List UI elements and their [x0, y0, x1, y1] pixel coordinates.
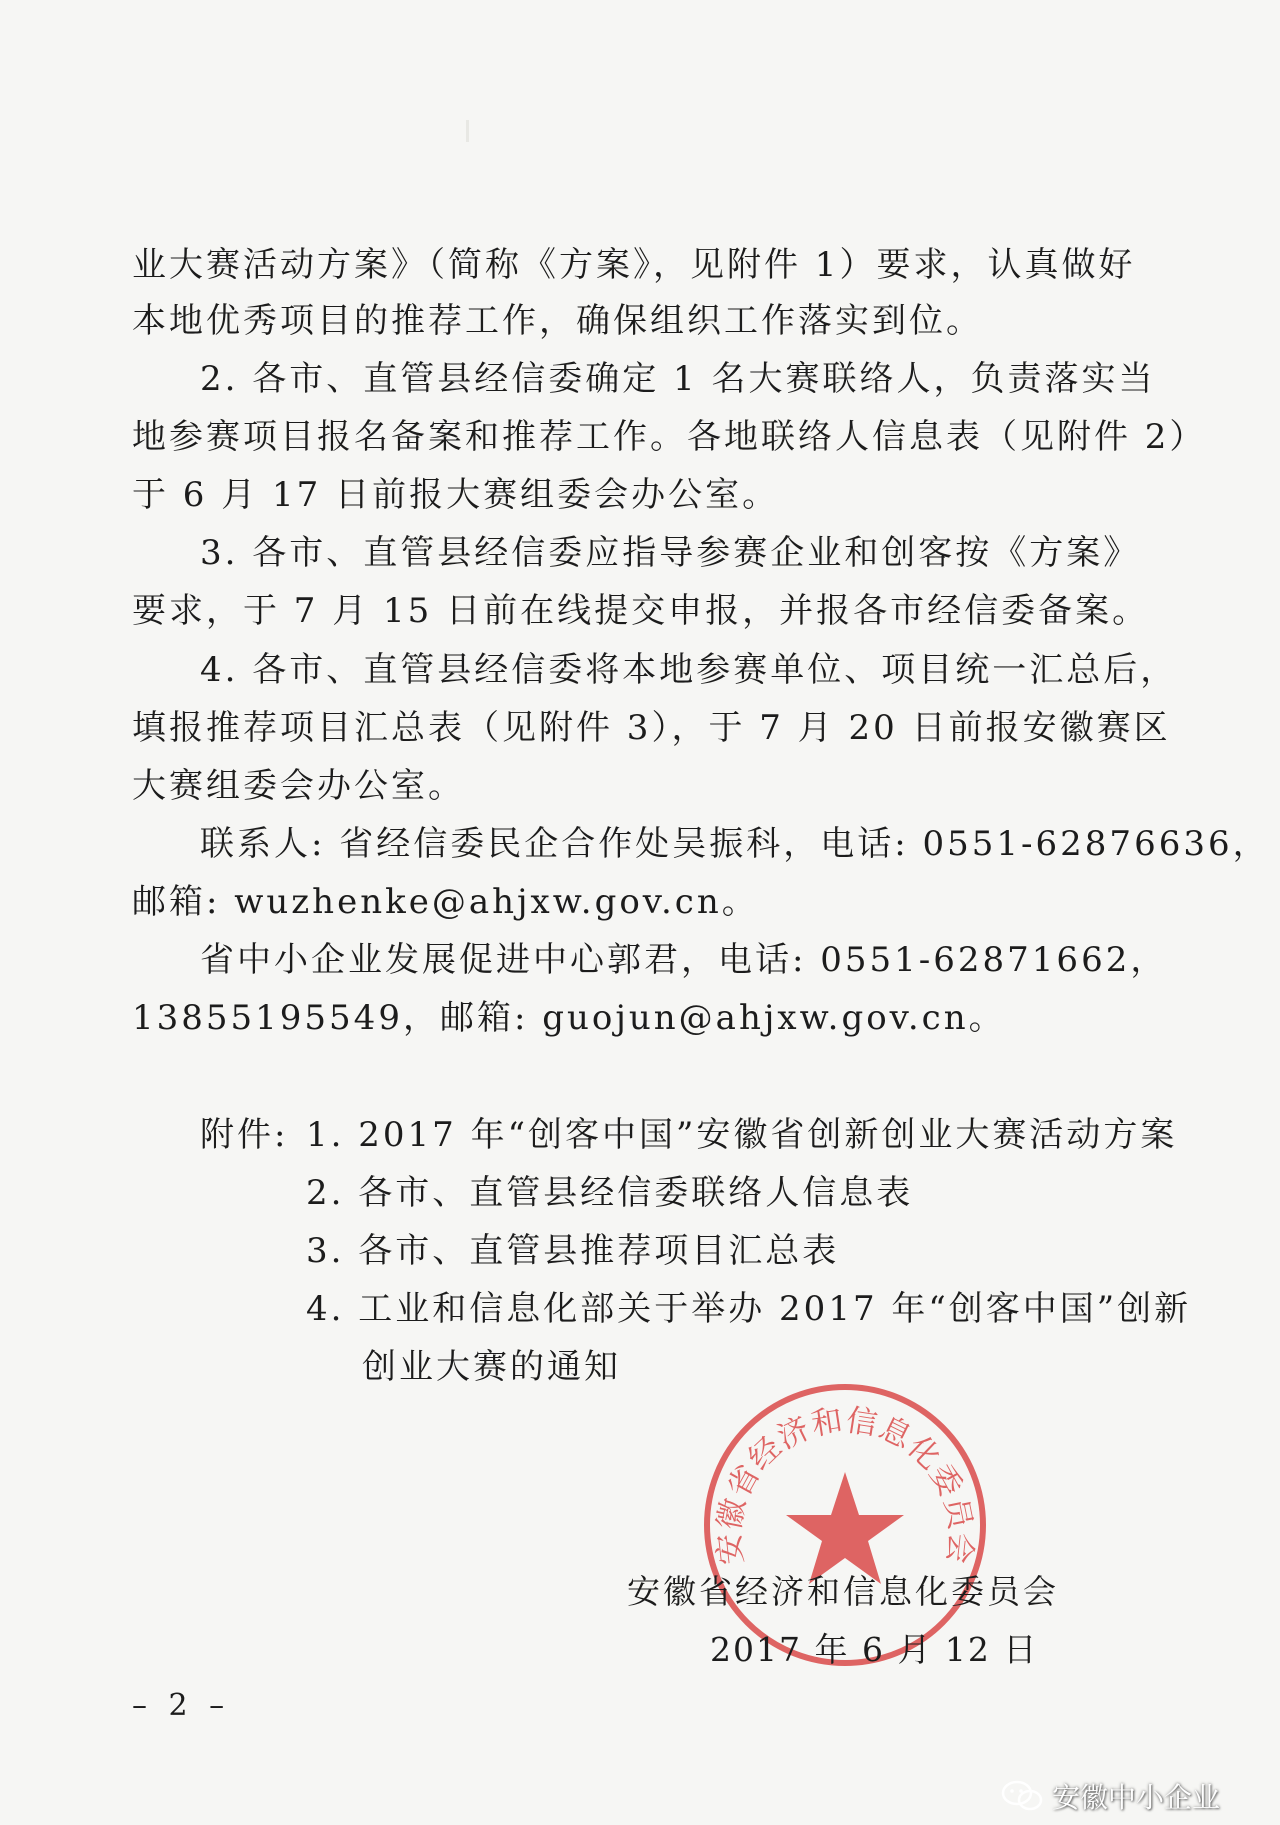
paragraph-line: 3. 各市、直管县经信委应指导参赛企业和创客按《方案》 [200, 533, 1141, 573]
watermark-text: 安徽中小企业 [1052, 1781, 1221, 1814]
attachment-item: 1. 2017 年“创客中国”安徽省创新创业大赛活动方案 [306, 1115, 1178, 1155]
page-number: – 2 – [132, 1688, 231, 1723]
contact-line: 联系人: 省经信委民企合作处吴振科，电话: 0551-62876636， [200, 824, 1270, 864]
paragraph-line: 要求，于 7 月 15 日前在线提交申报，并报各市经信委备案。 [132, 591, 1150, 631]
issue-date: 2017 年 6 月 12 日 [710, 1630, 1039, 1669]
wechat-icon [1000, 1779, 1044, 1813]
paragraph-line: 本地优秀项目的推荐工作，确保组织工作落实到位。 [132, 301, 983, 341]
attachment-item: 4. 工业和信息化部关于举办 2017 年“创客中国”创新 [306, 1289, 1192, 1329]
paragraph-line: 4. 各市、直管县经信委将本地参赛单位、项目统一汇总后， [200, 650, 1178, 690]
paragraph-line: 业大赛活动方案》（简称《方案》，见附件 1）要求，认真做好 [132, 245, 1136, 285]
contact-line: 邮箱: wuzhenke@ahjxw.gov.cn。 [132, 882, 759, 922]
attachment-item: 3. 各市、直管县推荐项目汇总表 [306, 1231, 840, 1271]
paragraph-line: 于 6 月 17 日前报大赛组委会办公室。 [132, 475, 780, 515]
attachment-item-continuation: 创业大赛的通知 [362, 1347, 621, 1387]
attachments-label: 附件: [200, 1115, 289, 1155]
paragraph-line: 填报推荐项目汇总表（见附件 3），于 7 月 20 日前报安徽赛区 [132, 708, 1171, 748]
contact-line: 省中小企业发展促进中心郭君，电话: 0551-62871662， [200, 940, 1168, 980]
paragraph-line: 地参赛项目报名备案和推荐工作。各地联络人信息表（见附件 2） [132, 417, 1207, 457]
issuing-organization: 安徽省经济和信息化委员会 [627, 1572, 1059, 1611]
account-watermark [1000, 1776, 1220, 1816]
paragraph-line: 大赛组委会办公室。 [132, 766, 465, 806]
paragraph-line: 2. 各市、直管县经信委确定 1 名大赛联络人，负责落实当 [200, 359, 1156, 399]
scan-speck [466, 120, 469, 142]
attachment-item: 2. 各市、直管县经信委联络人信息表 [306, 1173, 914, 1213]
contact-line: 13855195549，邮箱: guojun@ahjxw.gov.cn。 [132, 998, 1006, 1038]
seal-text: 安徽省经济和信息化委员会 [711, 1402, 979, 1567]
